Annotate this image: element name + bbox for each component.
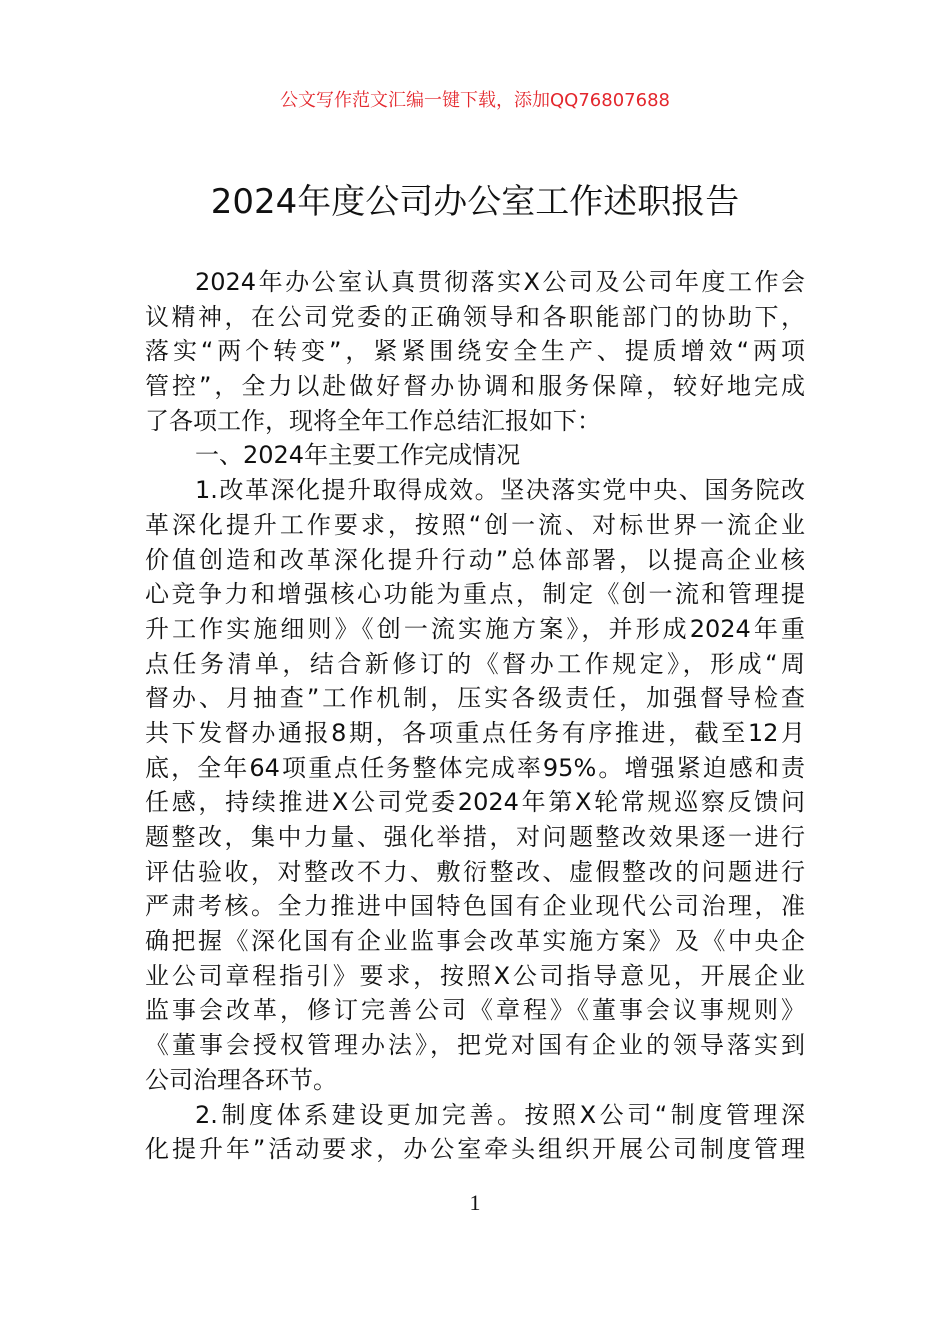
text-line: 《董事会授权管理办法》，把党对国有企业的领导落实到 [145,1031,805,1060]
text-line: 升工作实施细则》《创一流实施方案》，并形成2024年重 [145,614,805,643]
text-line: 点任务清单，结合新修订的《督办工作规定》，形成“周 [145,649,805,678]
text-line: 题整改，集中力量、强化举措，对问题整改效果逐一进行 [145,823,805,851]
text-line: 革深化提升工作要求，按照“创一流、对标世界一流企业 [145,510,805,539]
text-line: 1.改革深化提升取得成效。坚决落实党中央、国务院改 [195,476,805,505]
document-title: 2024年度公司办公室工作述职报告 [210,182,740,222]
text-line: 一、2024年主要工作完成情况 [195,441,521,470]
text-line: 价值创造和改革深化提升行动”总体部署，以提高企业核 [145,545,805,574]
page-number: 1 [469,1190,481,1215]
text-line: 议精神，在公司党委的正确领导和各职能部门的协助下， [145,302,805,331]
text-line: 管控”，全力以赴做好督办协调和服务保障，较好地完成 [145,372,805,401]
text-line: 落实“两个转变”，紧紧围绕安全生产、提质增效“两项 [145,337,805,366]
text-line: 公司治理各环节。 [145,1065,337,1094]
text-line: 评估验收，对整改不力、敷衍整改、虚假整改的问题进行 [145,857,805,886]
text-line: 化提升年”活动要求，办公室牵头组织开展公司制度管理 [145,1135,805,1164]
text-line: 督办、月抽查”工作机制，压实各级责任，加强督导检查 [145,684,805,713]
text-line: 了各项工作，现将全年工作总结汇报如下： [145,406,601,435]
text-line: 共下发督办通报8期，各项重点任务有序推进，截至12月 [145,718,805,747]
text-line: 严肃考核。全力推进中国特色国有企业现代公司治理，准 [145,892,805,921]
text-line: 确把握《深化国有企业监事会改革实施方案》及《中央企 [145,927,805,956]
text-line: 业公司章程指引》要求，按照X公司指导意见，开展企业 [145,961,805,990]
text-line: 心竞争力和增强核心功能为重点，制定《创一流和管理提 [145,580,805,609]
document-body [145,265,805,1167]
text-line: 任感，持续推进X公司党委2024年第X轮常规巡察反馈问 [145,788,805,817]
text-line: 监事会改革，修订完善公司《章程》《董事会议事规则》 [145,996,805,1025]
text-line: 底，全年64项重点任务整体完成率95%。增强紧迫感和责 [145,753,805,782]
text-line: 2024年办公室认真贯彻落实X公司及公司年度工作会 [195,268,805,296]
watermark-header: 公文写作范文汇编一键下载，添加QQ76807688 [280,90,670,111]
text-line: 2.制度体系建设更加完善。按照X公司“制度管理深 [195,1100,805,1129]
